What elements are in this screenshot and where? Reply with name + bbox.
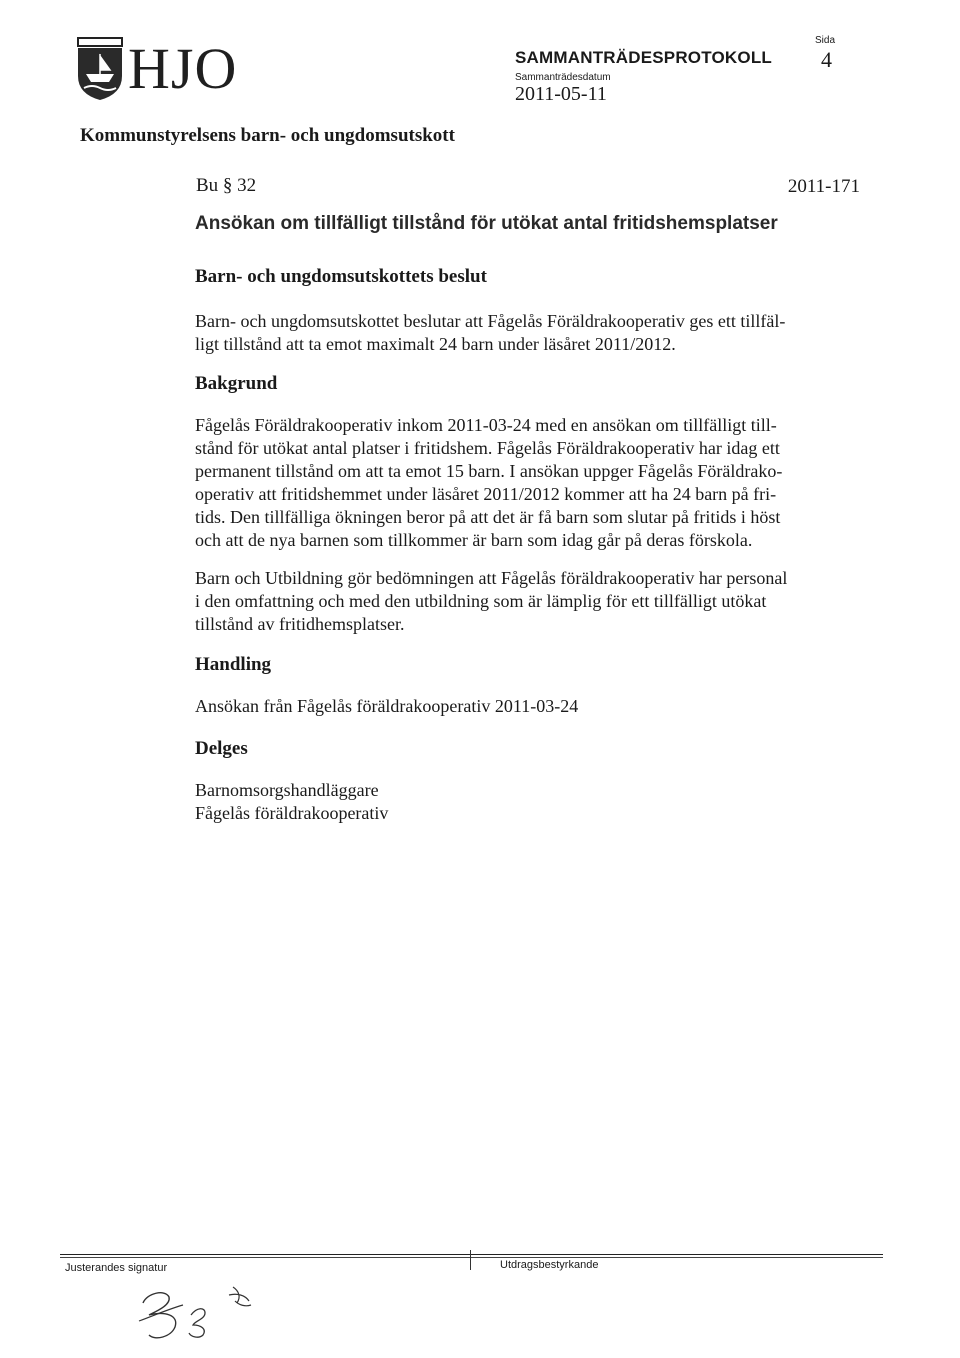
background-line: Barn och Utbildning gör bedömningen att Fågelås föräldrakooperativ har personal [195, 568, 788, 588]
page-label: Sida [815, 35, 836, 46]
footer-divider [60, 1257, 883, 1258]
municipal-crest-icon [76, 36, 124, 102]
committee-name: Kommunstyrelsens barn- och ungdomsutskott [80, 125, 455, 146]
distribution-recipient: Barnomsorgshandläggare [195, 780, 379, 800]
background-line: stånd för utökat antal platser i fritidshem. Fågelås Föräldrakooperativ har idag ett [195, 438, 780, 458]
paragraph-number: Bu § 32 [196, 175, 257, 196]
background-line: Fågelås Föräldrakooperativ inkom 2011-03-24 med en ansökan om tillfälligt till- [195, 415, 777, 435]
handwritten-initials [135, 1275, 285, 1345]
background-line: i den omfattning och med den utbildning som är lämplig för ett tillfälligt utökat [195, 591, 767, 611]
background-line: och att de nya barnen som tillkommer är barn som idag går på deras förskola. [195, 530, 753, 550]
background-line: tids. Den tillfälliga ökningen beror på att det är få barn som slutar på fritids i höst [195, 507, 781, 527]
meeting-date: 2011-05-11 [515, 83, 607, 105]
background-heading: Bakgrund [195, 373, 278, 394]
distribution-list [195, 779, 845, 825]
handling-line: Ansökan från Fågelås föräldrakooperativ 2011-03-24 [195, 696, 579, 716]
case-number: 2011-171 [787, 176, 860, 197]
distribution-recipient: Fågelås föräldrakooperativ [195, 803, 389, 823]
paragraph-title: Ansökan om tillfälligt tillstånd för utökat antal fritidshemsplatser [195, 213, 778, 234]
handling-heading: Handling [195, 654, 272, 675]
decision-line: Barn- och ungdomsutskottet beslutar att Fågelås Föräldrakooperativ ges ett tillfäl- [195, 311, 786, 331]
signature-label: Justerandes signatur [65, 1262, 168, 1274]
background-line: operativ att fritidshemmet under läsåret 2011/2012 kommer att ha 24 barn på fri- [195, 484, 777, 504]
decision-line: ligt tillstånd att ta emot maximalt 24 barn under läsåret 2011/2012. [195, 334, 676, 354]
background-paragraph-2 [195, 567, 845, 636]
decision-heading: Barn- och ungdomsutskottets beslut [195, 266, 487, 287]
decision-text [195, 310, 845, 356]
extract-certification-label: Utdragsbestyrkande [500, 1259, 599, 1271]
document-type: SAMMANTRÄDESPROTOKOLL [515, 48, 772, 67]
background-paragraph-1 [195, 414, 845, 552]
background-line: tillstånd av fritidhemsplatser. [195, 614, 405, 634]
handling-text [195, 695, 845, 718]
page-number: 4 [821, 47, 832, 72]
footer-column-divider [470, 1250, 471, 1270]
background-line: permanent tillstånd om att ta emot 15 barn. I ansökan uppger Fågelås Föräldrako- [195, 461, 783, 481]
logo-text: HJO [128, 36, 238, 101]
footer-divider [60, 1254, 883, 1255]
distribution-heading: Delges [195, 738, 248, 759]
meeting-date-label: Sammanträdesdatum [515, 72, 611, 83]
